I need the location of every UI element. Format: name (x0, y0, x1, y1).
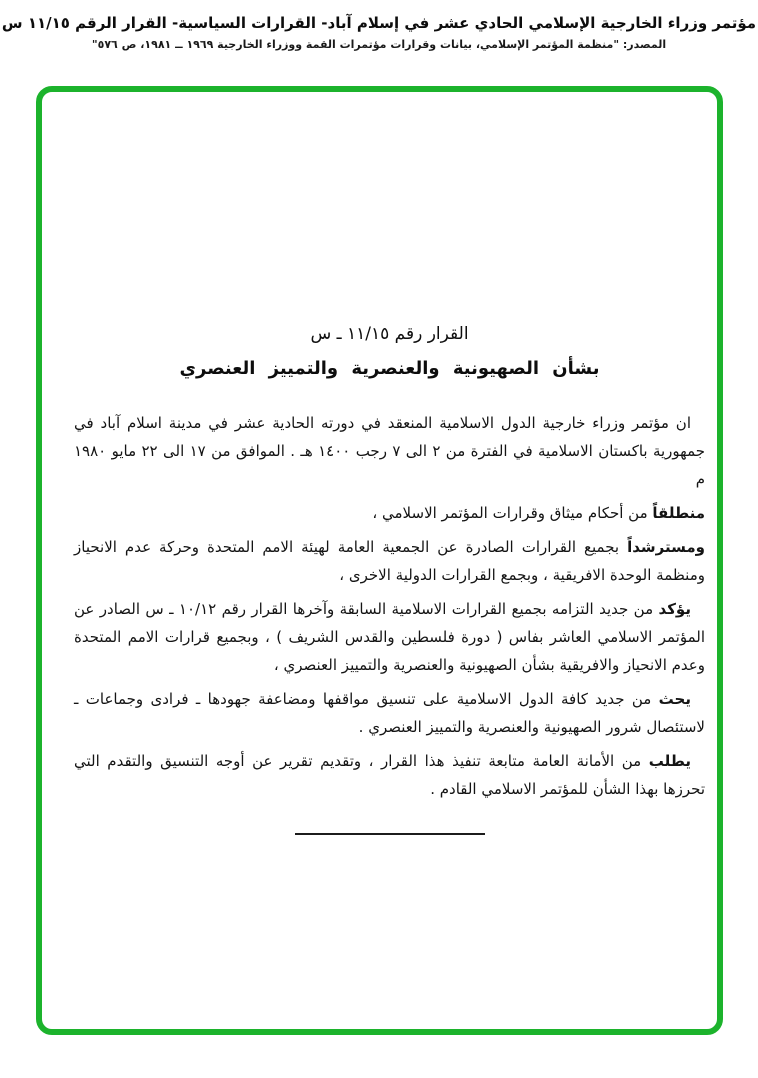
resolution-paragraph-preamble (74, 409, 705, 493)
paragraph-text: من جديد كافة الدول الاسلامية على تنسيق مواقفها ومضاعفة جهودها ـ فرادى وجماعات ـ لاستئصال شرور الصهيونية والعنصرية والتمييز العنصري . (74, 690, 705, 736)
paragraph-lead: منطلقاً (652, 504, 705, 522)
resolution-paragraph-guided-by-charter (74, 499, 705, 527)
paragraph-text: من أحكام ميثاق وقرارات المؤتمر الاسلامي ، (372, 504, 648, 522)
green-border-frame (36, 86, 723, 1035)
paragraph-text: بجميع القرارات الصادرة عن الجمعية العامة لهيئة الامم المتحدة وحركة عدم الانحياز ومنظمة الوحدة الافريقية ، وبجمع القرارات الدولية الاخرى ، (74, 538, 705, 584)
paragraph-lead: يطلب (648, 752, 691, 770)
paragraph-lead: يؤكد (658, 600, 691, 618)
resolution-paragraph-reaffirms (74, 595, 705, 679)
paragraph-lead: ومسترشداً (627, 538, 705, 556)
resolution-title: بشأن الصهيونية والعنصرية والتمييز العنصري (179, 358, 600, 379)
resolution-number: القرار رقم ١١/١٥ ـ س (310, 324, 469, 344)
paragraph-text: ان مؤتمر وزراء خارجية الدول الاسلامية المنعقد في دورته الحادية عشر في مدينة اسلام آباد في جمهورية باكستان الاسلامية في الفترة من ٢ الى ٧ رجب ١٤٠٠ هـ . الموافق من ١٧ الى ٢٢ مايو ١٩٨٠ م (74, 414, 706, 488)
resolution-paragraph-urges (74, 685, 705, 741)
resolution-paragraph-guided-by-resolutions (74, 533, 705, 589)
paragraph-text: من جديد التزامه بجميع القرارات الاسلامية السابقة وآخرها القرار رقم ١٠/١٢ ـ س الصادر عن المؤتمر الاسلامي العاشر بفاس ( دورة فلسطين والقدس الشريف ) ، وبجميع قرارات الامم المتحدة وعدم الانحياز والافريقية بشأن الصهيونية والعنصرية والتمييز العنصري ، (74, 600, 705, 674)
header-title-line: مؤتمر وزراء الخارجية الإسلامي الحادي عشر في إسلام آباد- القرارات السياسية- القرار الرقم ١١/١٥ س (1, 14, 757, 32)
paragraph-text: من الأمانة العامة متابعة تنفيذ هذا القرار ، وتقديم تقرير عن أوجه التنسيق والتقدم التي تحرزها بهذا الشأن للمؤتمر الاسلامي القادم . (74, 752, 705, 798)
resolution-body (42, 92, 717, 835)
resolution-paragraph-requests (74, 747, 705, 803)
paragraph-lead: يحث (658, 690, 691, 708)
source-header (0, 0, 758, 51)
header-source-line: المصدر: "منظمة المؤتمر الإسلامي، بيانات وقرارات مؤتمرات القمة ووزراء الخارجية ١٩٦٩ ــ ١٩٨١، ص ٥٧٦" (91, 38, 667, 51)
end-of-text-rule (295, 833, 485, 835)
